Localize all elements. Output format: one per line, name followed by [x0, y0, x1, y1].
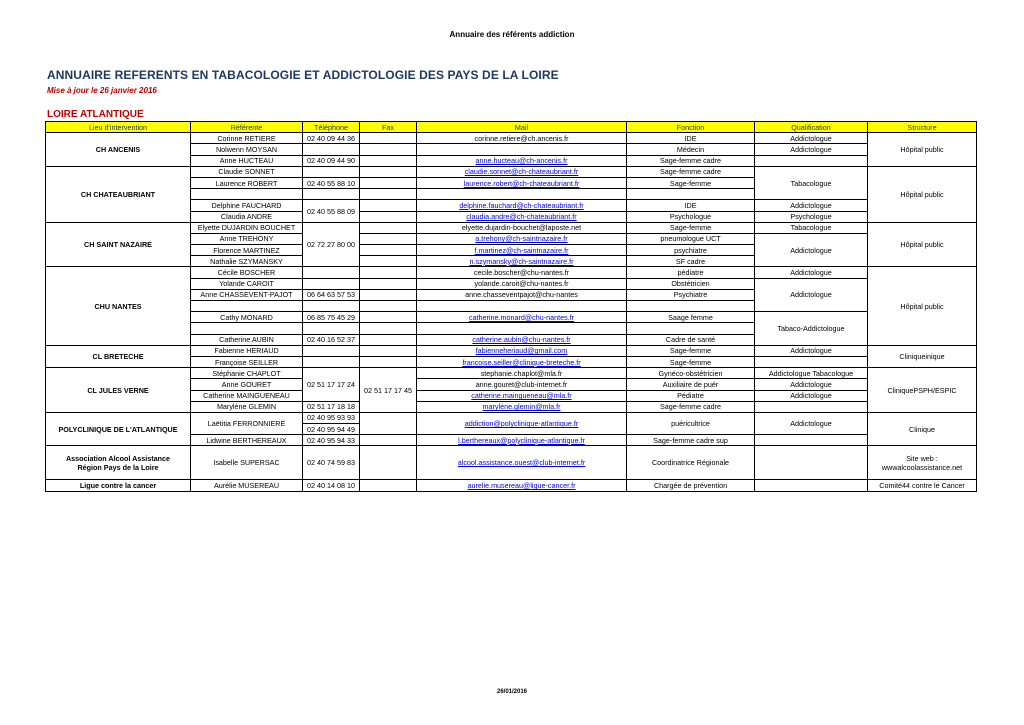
phone-cell: 02 40 55 88 10: [303, 177, 360, 188]
fonction-cell: Sage-femme cadre: [627, 401, 755, 412]
qualification-cell: Addictologue: [755, 345, 868, 356]
mail-link[interactable]: f.martinez@ch-saintnazaire.fr: [417, 245, 627, 256]
fax-cell: [360, 345, 417, 356]
site-cell: CHU NANTES: [46, 267, 191, 345]
site-cell: [46, 446, 191, 480]
fonction-cell: Sage-femme cadre: [627, 155, 755, 166]
mail-link[interactable]: l.berthereaux@polyclinique-atlantique.fr: [417, 435, 627, 446]
fax-cell: [360, 133, 417, 144]
qualification-cell: Psychologue: [755, 211, 868, 222]
structure-cell: Cliniqueinique: [868, 345, 977, 367]
fax-cell: [360, 412, 417, 434]
fax-cell: [360, 245, 417, 256]
phone-cell: 02 51 17 17 24: [303, 368, 360, 402]
phone-cell: 02 40 16 52 37: [303, 334, 360, 345]
fax-cell: [360, 334, 417, 345]
fax-cell: [360, 256, 417, 267]
site-name-line: Région Pays de la Loire: [77, 462, 159, 472]
qualification-cell: Addictologue: [755, 233, 868, 267]
table-row: [46, 222, 977, 233]
fonction-cell: Sage-femme: [627, 222, 755, 233]
site-name-line: Association Alcool Assistance: [65, 453, 171, 463]
footer-date: 26/01/2016: [496, 689, 528, 695]
fonction-cell: Sage-femme: [627, 177, 755, 188]
table-row: [46, 412, 977, 423]
referente-cell: Anne CHASSEVENT-PAJOT: [191, 289, 303, 300]
fax-cell: 02 51 17 17 45: [360, 368, 417, 413]
fonction-cell: [627, 189, 755, 200]
qualification-cell: Addictologue: [755, 278, 868, 312]
phone-cell: [303, 144, 360, 155]
fonction-cell: Cadre de santé: [627, 334, 755, 345]
fax-cell: [360, 356, 417, 367]
mail-link[interactable]: claudie.sonnet@ch-chateaubriant.fr: [417, 166, 627, 177]
referente-cell: Anne GOURET: [191, 379, 303, 390]
fonction-cell: Chargée de prévention: [627, 480, 755, 491]
phone-cell: 06 64 63 57 53: [303, 289, 360, 300]
phone-cell: 02 40 09 44 36: [303, 133, 360, 144]
table-row: [46, 166, 977, 177]
site-cell: CL BRETECHE: [46, 345, 191, 367]
mail-link[interactable]: marylène.glemin@mla.fr: [417, 401, 627, 412]
mail-link[interactable]: claudia.andre@ch-chateaubriant.fr: [417, 211, 627, 222]
referente-cell: Catherine MAINGUENEAU: [191, 390, 303, 401]
qualification-cell: Addictologue: [755, 390, 868, 401]
phone-cell: [303, 166, 360, 177]
fonction-cell: Pédiatre: [627, 390, 755, 401]
referente-cell: Laëtitia FERRONNIERE: [191, 412, 303, 434]
fax-cell: [360, 323, 417, 334]
structure-cell: Comité44 contre le Cancer: [868, 480, 977, 491]
mail-link[interactable]: anne.hucteau@ch-ancenis.fr: [417, 155, 627, 166]
phone-cell: [303, 278, 360, 289]
fonction-cell: Gynéco-obstétricien: [627, 368, 755, 379]
fax-cell: [360, 177, 417, 188]
mail-link[interactable]: n.szymansky@ch-saintnazaire.fr: [417, 256, 627, 267]
qualification-cell: [755, 155, 868, 166]
mail-cell: elyette.dujardin-bouchet@laposte.net: [417, 222, 627, 233]
fonction-cell: Psychologue: [627, 211, 755, 222]
mail-link[interactable]: francoise.seiller@clinique-breteche.fr: [417, 356, 627, 367]
fax-cell: [360, 155, 417, 166]
referente-cell: [191, 323, 303, 334]
fax-cell: [360, 166, 417, 177]
update-date: Mise à jour le 26 janvier 2016: [47, 86, 157, 95]
fonction-cell: puéricultrice: [627, 412, 755, 434]
referente-cell: Catherine AUBIN: [191, 334, 303, 345]
mail-cell: [417, 323, 627, 334]
phone-cell: 02 51 17 18 18: [303, 401, 360, 412]
qualification-cell: Tabaco-Addictologue: [755, 312, 868, 346]
referente-cell: Stéphanie CHAPLOT: [191, 368, 303, 379]
structure-cell: [868, 446, 977, 480]
document-title: ANNUAIRE REFERENTS EN TABACOLOGIE ET ADDICTOLOGIE DES PAYS DE LA LOIRE: [47, 68, 559, 82]
mail-link[interactable]: fabienneheriaud@gmail.com: [417, 345, 627, 356]
fax-cell: [360, 144, 417, 155]
fonction-cell: IDE: [627, 200, 755, 211]
qualification-cell: Addictologue: [755, 267, 868, 278]
column-header: Fonction: [627, 122, 755, 133]
fax-cell: [360, 435, 417, 446]
phone-cell: [303, 323, 360, 334]
mail-cell: cecile.boscher@chu-nantes.fr: [417, 267, 627, 278]
referente-cell: [191, 301, 303, 312]
structure-cell: Hôpital public: [868, 166, 977, 222]
fax-cell: [360, 446, 417, 480]
structure-cell: Hôpital public: [868, 222, 977, 267]
mail-link[interactable]: catherine.aubin@chu-nantes.fr: [417, 334, 627, 345]
mail-link[interactable]: a.trehony@ch-saintnazaire.fr: [417, 233, 627, 244]
qualification-cell: [755, 446, 868, 480]
fonction-cell: pédiatre: [627, 267, 755, 278]
fonction-cell: Sage-femme: [627, 356, 755, 367]
fonction-cell: psychiatre: [627, 245, 755, 256]
fonction-cell: Psychiatre: [627, 289, 755, 300]
page-header: Annuaire des référents addiction: [449, 30, 575, 39]
referente-cell: Claudia ANDRE: [191, 211, 303, 222]
site-cell: Ligue contre la cancer: [46, 480, 191, 491]
table-header-row: [46, 122, 977, 133]
referente-cell: Florence MARTINEZ: [191, 245, 303, 256]
referente-cell: Isabelle SUPERSAC: [191, 446, 303, 480]
referente-cell: Anne TREHONY: [191, 233, 303, 244]
referente-cell: Aurélie MUSEREAU: [191, 480, 303, 491]
phone-cell: 02 40 09 44 90: [303, 155, 360, 166]
fonction-cell: Obstétricien: [627, 278, 755, 289]
mail-cell: [417, 144, 627, 155]
structure-cell: Hôpital public: [868, 267, 977, 345]
fonction-cell: Saage femme: [627, 312, 755, 323]
fax-cell: [360, 278, 417, 289]
mail-cell: [417, 189, 627, 200]
fax-cell: [360, 233, 417, 244]
qualification-cell: [755, 480, 868, 491]
fax-cell: [360, 222, 417, 233]
mail-cell: anne.gouret@club-internet.fr: [417, 379, 627, 390]
phone-cell: 02 40 95 93 93: [303, 412, 360, 423]
mail-link[interactable]: laurence.robert@ch-chateaubriant.fr: [417, 177, 627, 188]
qualification-cell: Addictologue: [755, 379, 868, 390]
mail-cell: stephanie.chaplot@mla.fr: [417, 368, 627, 379]
fonction-cell: Médecin: [627, 144, 755, 155]
qualification-cell: Tabacologue: [755, 222, 868, 233]
qualification-cell: [755, 356, 868, 367]
mail-cell: corinne.retiere@ch.ancenis.fr: [417, 133, 627, 144]
table-row: [46, 368, 977, 379]
phone-cell: [303, 301, 360, 312]
fonction-cell: pneumologue UCT: [627, 233, 755, 244]
fonction-cell: Coordinatrice Régionale: [627, 446, 755, 480]
fonction-cell: Sage-femme cadre sup: [627, 435, 755, 446]
referente-cell: [191, 189, 303, 200]
site-cell: CL JULES VERNE: [46, 368, 191, 413]
referente-cell: Cécile BOSCHER: [191, 267, 303, 278]
fax-cell: [360, 200, 417, 211]
phone-cell: [303, 189, 360, 200]
qualification-cell: [755, 401, 868, 412]
fonction-cell: SF cadre: [627, 256, 755, 267]
site-cell: POLYCLINIQUE DE L'ATLANTIQUE: [46, 412, 191, 446]
referente-cell: Laurence ROBERT: [191, 177, 303, 188]
fonction-cell: [627, 323, 755, 334]
referente-cell: Elyette DUJARDIN BOUCHET: [191, 222, 303, 233]
referente-cell: Corinne RETIERE: [191, 133, 303, 144]
column-header: Fax: [360, 122, 417, 133]
qualification-cell: Addictologue: [755, 144, 868, 155]
fax-cell: [360, 301, 417, 312]
structure-line: Site web :: [906, 453, 938, 463]
fax-cell: [360, 267, 417, 278]
referente-cell: Anne HUCTEAU: [191, 155, 303, 166]
fax-cell: [360, 480, 417, 491]
site-cell: CH ANCENIS: [46, 133, 191, 167]
mail-cell: yolande.caroit@chu-nantes.fr: [417, 278, 627, 289]
qualification-cell: Tabacologue: [755, 166, 868, 200]
table-row: [46, 446, 977, 480]
qualification-cell: Addictologue: [755, 412, 868, 434]
phone-cell: 02 40 14 08 10: [303, 480, 360, 491]
fax-cell: [360, 312, 417, 323]
structure-cell: Hôpital public: [868, 133, 977, 167]
referente-cell: Cathy MONARD: [191, 312, 303, 323]
qualification-cell: Addictologue: [755, 133, 868, 144]
phone-cell: 02 40 95 94 33: [303, 435, 360, 446]
fonction-cell: IDE: [627, 133, 755, 144]
fax-cell: [360, 211, 417, 222]
phone-cell: 02 40 74 59 83: [303, 446, 360, 480]
column-header: Téléphone: [303, 122, 360, 133]
referente-cell: Françoise SEILLER: [191, 356, 303, 367]
fax-cell: [360, 289, 417, 300]
mail-link[interactable]: aurelie.musereau@ligue-cancer.fr: [417, 480, 627, 491]
table-row: [46, 133, 977, 144]
mail-cell: [417, 301, 627, 312]
phone-cell: 02 40 55 88 09: [303, 200, 360, 222]
fonction-cell: Sage-femme: [627, 345, 755, 356]
column-header: Lieu d'intervention: [46, 122, 191, 133]
fax-cell: [360, 189, 417, 200]
referente-cell: Fabienne HERIAUD: [191, 345, 303, 356]
phone-cell: [303, 345, 360, 356]
qualification-cell: Addictologue Tabacologue: [755, 368, 868, 379]
table-row: [46, 480, 977, 491]
column-header: Mail: [417, 122, 627, 133]
qualification-cell: Addictologue: [755, 200, 868, 211]
mail-link[interactable]: alcool.assistance.ouest@club-internet.fr: [417, 446, 627, 480]
phone-cell: 02 40 95 94 49: [303, 424, 360, 435]
phone-cell: [303, 356, 360, 367]
structure-cell: Clinique: [868, 412, 977, 446]
fonction-cell: Auxiliaire de puér: [627, 379, 755, 390]
phone-cell: 02 72 27 80 00: [303, 222, 360, 267]
mail-link[interactable]: catherine.monard@chu-nantes.fr: [417, 312, 627, 323]
fonction-cell: Sage-femme cadre: [627, 166, 755, 177]
structure-cell: CliniquePSPH/ESPIC: [868, 368, 977, 413]
table-row: [46, 267, 977, 278]
site-cell: CH SAINT NAZAIRE: [46, 222, 191, 267]
referente-cell: Yolande CAROIT: [191, 278, 303, 289]
mail-link[interactable]: catherine.maingueneau@mla.fr: [417, 390, 627, 401]
phone-cell: 06 85 75 45 29: [303, 312, 360, 323]
site-cell: CH CHATEAUBRIANT: [46, 166, 191, 222]
referente-cell: Lidwine BERTHEREAUX: [191, 435, 303, 446]
phone-cell: [303, 267, 360, 278]
referente-cell: Claudie SONNET: [191, 166, 303, 177]
referente-cell: Delphine FAUCHARD: [191, 200, 303, 211]
table-row: [46, 345, 977, 356]
structure-line: wwwalcoolassistance.net: [881, 462, 963, 472]
fonction-cell: [627, 301, 755, 312]
qualification-cell: [755, 435, 868, 446]
column-header: Structure: [868, 122, 977, 133]
column-header: Qualification: [755, 122, 868, 133]
referente-cell: Nathalie SZYMANSKY: [191, 256, 303, 267]
column-header: Référente: [191, 122, 303, 133]
region-title: LOIRE ATLANTIQUE: [47, 109, 144, 120]
mail-cell: anne.chasseventpajot@chu-nantes: [417, 289, 627, 300]
referente-cell: Nolwenn MOYSAN: [191, 144, 303, 155]
referents-table: [45, 121, 977, 492]
mail-link[interactable]: delphine.fauchard@ch-chateaubriant.fr: [417, 200, 627, 211]
mail-link[interactable]: addiction@polyclinique-atlantique.fr: [417, 412, 627, 434]
referente-cell: Marylène GLEMIN: [191, 401, 303, 412]
